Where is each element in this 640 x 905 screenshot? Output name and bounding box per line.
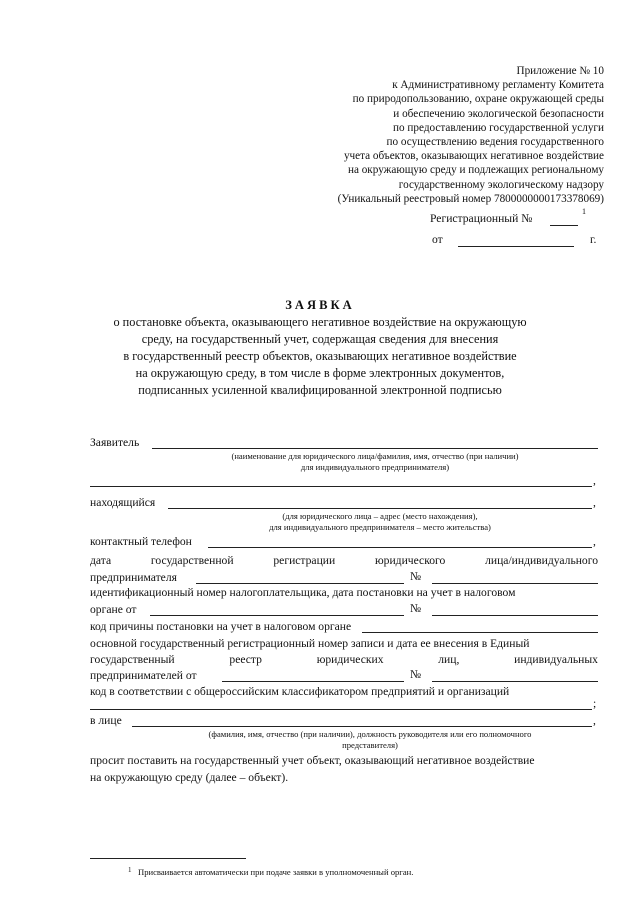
word: регистрации <box>273 554 336 567</box>
subtitle-line: подписанных усиленной квалифицированной электронной подписью <box>138 383 502 397</box>
subtitle-line: на окружающую среду, в том числе в форме электронных документов, <box>135 366 505 380</box>
inn-field[interactable] <box>432 615 598 616</box>
address-field[interactable] <box>168 508 592 509</box>
ogrn-row <box>90 653 598 666</box>
footnote-text: Присваивается автоматически при подаче заявки в уполномоченный орган. <box>138 867 414 877</box>
word: реестр <box>229 653 262 666</box>
entrepreneurs-from-label: предпринимателей от <box>90 669 197 682</box>
okpo-field[interactable] <box>90 709 592 710</box>
appendix-line: по природопользованию, охране окружающей среды <box>352 93 604 106</box>
footnote-separator <box>90 858 246 859</box>
appendix-line: Приложение № 10 <box>516 65 604 77</box>
located-label: находящийся <box>90 496 156 509</box>
entrepreneur-label: предпринимателя <box>90 571 177 584</box>
comma: , <box>593 496 596 509</box>
semicolon: ; <box>593 697 597 710</box>
number-sign: № <box>410 668 422 681</box>
word: дата <box>90 554 112 567</box>
appendix-line: учета объектов, оказывающих негативное воздействие <box>343 150 604 163</box>
registration-from-label: от <box>432 233 443 246</box>
kpp-label: код причины постановки на учет в налоговом органе <box>90 620 352 633</box>
document-subtitle <box>30 314 610 399</box>
person-caption-1: (фамилия, имя, отчество (при наличии), должность руководителя или его полномочного <box>208 729 532 739</box>
word: юридических <box>316 653 384 666</box>
comma: , <box>593 714 596 727</box>
applicant-label: Заявитель <box>90 436 140 449</box>
registration-date-field[interactable] <box>458 246 574 247</box>
registration-number-field[interactable] <box>550 225 578 226</box>
kpp-field[interactable] <box>362 632 598 633</box>
word: индивидуальных <box>514 653 598 666</box>
appendix-line: (Уникальный реестровый номер 7800000000173378069) <box>337 192 604 205</box>
subtitle-line: среду, на государственный учет, содержащая сведения для внесения <box>141 332 499 346</box>
ogrn-field[interactable] <box>432 681 598 682</box>
word: лица/индивидуального <box>485 554 598 567</box>
word: государственной <box>150 554 234 567</box>
subtitle-line: в государственный реестр объектов, оказывающих негативное воздействие <box>123 349 517 363</box>
representative-field[interactable] <box>132 726 592 727</box>
request-line-1: просит поставить на государственный учет объект, оказывающий негативное воздействие <box>90 754 535 767</box>
appendix-line: государственному экологическому надзору <box>398 178 604 191</box>
footnote-mark: 1 <box>128 866 132 874</box>
located-caption-1: (для юридического лица – адрес (место нахождения), <box>282 511 478 521</box>
okpo-line: код в соответствии с общероссийским классификатором предприятий и организаций <box>90 685 510 698</box>
registration-label: Регистрационный № <box>430 212 533 225</box>
request-line-2: на окружающую среду (далее – объект). <box>90 771 289 784</box>
word: юридического <box>375 554 446 567</box>
ogrn-line: основной государственный регистрационный номер записи и дата ее внесения в Единый <box>90 637 530 650</box>
word: лиц, <box>438 653 460 666</box>
tax-body-from-label: органе от <box>90 603 137 616</box>
phone-field[interactable] <box>208 547 592 548</box>
appendix-line: по предоставлению государственной услуги <box>393 121 604 134</box>
located-caption-2: для индивидуального предпринимателя – место жительства) <box>269 522 491 532</box>
person-label: в лице <box>90 714 122 727</box>
applicant-caption-2: для индивидуального предпринимателя) <box>300 462 450 472</box>
number-sign: № <box>410 602 422 615</box>
ogrn-date-field[interactable] <box>222 681 404 682</box>
reg-date-field[interactable] <box>196 583 404 584</box>
number-sign: № <box>410 570 422 583</box>
applicant-caption-1: (наименование для юридического лица/фамилия, имя, отчество (при наличии) <box>231 451 519 461</box>
comma: , <box>593 474 596 487</box>
applicant-field[interactable] <box>152 448 598 449</box>
appendix-line: на окружающую среду и подлежащих региональному <box>347 164 604 177</box>
word: государственный <box>90 653 175 666</box>
appendix-line: к Административному регламенту Комитета <box>392 79 604 92</box>
phone-label: контактный телефон <box>90 535 192 548</box>
tax-date-field[interactable] <box>150 615 404 616</box>
reg-number-field[interactable] <box>432 583 598 584</box>
appendix-line: и обеспечению экологической безопасности <box>393 107 604 120</box>
subtitle-line: о постановке объекта, оказывающего негативное воздействие на окружающую <box>113 315 527 329</box>
applicant-field-2[interactable] <box>90 486 592 487</box>
person-caption-2: представителя) <box>342 740 398 750</box>
document-title: ЗАЯВКА <box>285 298 355 312</box>
reg-date-row <box>90 554 598 567</box>
appendix-line: по осуществлению ведения государственного <box>386 136 604 149</box>
inn-line: идентификационный номер налогоплательщика, дата постановки на учет в налоговом <box>90 586 516 599</box>
comma: , <box>593 535 596 548</box>
registration-footnote-mark: 1 <box>582 207 586 216</box>
registration-year-label: г. <box>590 233 597 246</box>
appendix-block <box>338 64 604 206</box>
